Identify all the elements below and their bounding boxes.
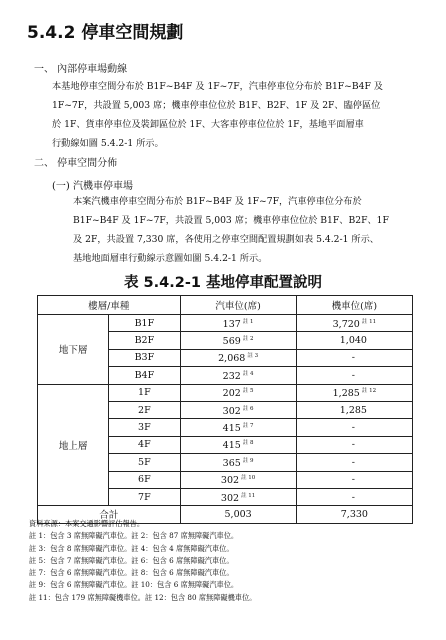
car-cell-value: 415 (222, 423, 241, 435)
section1-paragraph (52, 77, 417, 153)
floor-cell: 1F (109, 384, 180, 401)
moto-cell-value: - (351, 369, 355, 381)
note-line: 註 7：包含 6 席無障礙汽車位。註 8：包含 6 席無障礙汽車位。 (29, 568, 234, 578)
paragraph-line: 行動線如圖 5.4.2-1 所示。 (52, 138, 164, 149)
car-cell (180, 349, 296, 366)
car-cell (180, 401, 296, 418)
paragraph-line: 於 1F、貨車停車位及裝卸區位於 1F、大客車停車位位於 1F，基地平面層車 (52, 119, 364, 130)
total-label: 合計 (38, 506, 181, 523)
floor-cell: 7F (109, 488, 180, 505)
floor-cell: B1F (109, 315, 180, 332)
moto-cell-value: 1,040 (339, 335, 367, 347)
paragraph-line: 本案汽機車停車空間分布於 B1F~B4F 及 1F~7F，汽車停車位分布於 (73, 196, 362, 207)
floor-cell: B4F (109, 367, 180, 384)
note-line: 資料來源：本案交通影響評估報告。 (29, 519, 145, 528)
paragraph-line: 本基地停車空間分布於 B1F~B4F 及 1F~7F，汽車停車位分布於 B1F~B4F 及 (52, 81, 383, 92)
group-label: 地上層 (38, 384, 109, 506)
moto-cell (296, 436, 412, 453)
car-cell (180, 454, 296, 471)
table-title: 表 5.4.2-1 基地停車配置說明 (124, 275, 322, 291)
car-cell-note: 註 6 (242, 405, 254, 412)
car-cell-note: 註 4 (242, 370, 254, 377)
car-cell-value: 415 (222, 440, 241, 452)
moto-cell-value: - (351, 474, 355, 486)
moto-cell (296, 471, 412, 488)
section1-title: 一、 內部停車場動線 (34, 64, 128, 75)
section-heading: 5.4.2 停車空間規劃 (27, 23, 184, 43)
car-cell (180, 367, 296, 384)
floor-cell: 3F (109, 419, 180, 436)
car-cell (180, 384, 296, 401)
floor-cell: B3F (109, 349, 180, 366)
paragraph-line: 基地地面層車行動線示意圖如圖 5.4.2-1 所示。 (73, 253, 268, 264)
car-cell (180, 471, 296, 488)
moto-cell (296, 349, 412, 366)
header-car: 汽車位(席) (180, 296, 296, 315)
moto-cell-value: - (351, 456, 355, 468)
moto-cell (296, 367, 412, 384)
car-cell-note: 註 11 (241, 492, 256, 499)
moto-cell-note: 註 11 (361, 318, 377, 325)
note-line: 註 9：包含 6 席無障礙汽車位。註 10：包含 6 席無障礙汽車位。 (29, 580, 239, 590)
car-cell-note: 註 1 (242, 318, 254, 325)
moto-cell-value: - (351, 439, 355, 451)
table-row (38, 315, 413, 332)
moto-cell-value: - (351, 422, 355, 434)
moto-cell-value: - (351, 491, 355, 503)
car-cell-note: 註 5 (242, 388, 254, 395)
parking-table (37, 295, 413, 524)
car-cell-value: 232 (222, 370, 241, 382)
moto-cell-note: 註 12 (361, 388, 377, 395)
section2-paragraph (73, 192, 418, 268)
paragraph-line: B1F~B4F 及 1F~7F，共設置 5,003 席；機車停車位位於 B1F、B2F、1F (73, 215, 389, 226)
table-header-row (38, 296, 413, 315)
car-cell (180, 488, 296, 505)
car-cell-note: 註 7 (242, 422, 254, 429)
floor-cell: 6F (109, 471, 180, 488)
car-cell-value: 302 (220, 492, 240, 504)
car-cell (180, 436, 296, 453)
table-row (38, 384, 413, 401)
car-cell-value: 302 (220, 475, 240, 487)
car-cell (180, 332, 296, 349)
header-floor-type: 樓層/車種 (38, 296, 181, 315)
car-cell-value: 202 (222, 388, 241, 400)
car-cell-note: 註 10 (241, 475, 256, 482)
car-cell-note: 註 8 (242, 440, 254, 447)
car-cell-value: 365 (222, 457, 241, 469)
note-line: 註 3：包含 8 席無障礙汽車位。註 4：包含 4 席無障礙汽車位。 (29, 543, 234, 553)
moto-cell (296, 384, 412, 401)
total-moto: 7,330 (296, 506, 412, 523)
moto-cell-value: - (351, 352, 355, 364)
floor-cell: B2F (109, 332, 180, 349)
note-line: 註 5：包含 7 席無障礙汽車位。註 6：包含 6 席無障礙汽車位。 (29, 555, 234, 565)
car-cell (180, 315, 296, 332)
table-notes (29, 518, 256, 604)
moto-cell-value: 1,285 (339, 404, 367, 416)
floor-cell: 5F (109, 454, 180, 471)
section2-subtitle: (一) 汽機車停車場 (52, 181, 133, 192)
moto-cell-value: 3,720 (332, 318, 360, 330)
header-moto: 機車位(席) (296, 296, 412, 315)
moto-cell (296, 401, 412, 418)
car-cell-note: 註 9 (242, 457, 254, 464)
floor-cell: 2F (109, 401, 180, 418)
moto-cell-value: 1,285 (332, 388, 360, 400)
moto-cell (296, 454, 412, 471)
moto-cell (296, 419, 412, 436)
moto-cell (296, 332, 412, 349)
car-cell-note: 註 3 (247, 353, 259, 360)
paragraph-line: 1F~7F，共設置 5,003 席；機車停車位位於 B1F、B2F、1F 及 2F、臨停區位 (52, 100, 381, 111)
car-cell (180, 419, 296, 436)
paragraph-line: 及 2F，共設置 7,330 席，各使用之停車空間配置規劃如表 5.4.2-1 所示、 (73, 234, 379, 245)
car-cell-value: 2,068 (218, 353, 246, 365)
moto-cell (296, 488, 412, 505)
total-car: 5,003 (180, 506, 296, 523)
floor-cell: 4F (109, 436, 180, 453)
car-cell-value: 302 (222, 405, 241, 417)
note-line: 註 11：包含 179 席無障礙機車位。註 12：包含 80 席無障礙機車位。 (29, 592, 257, 602)
moto-cell (296, 315, 412, 332)
car-cell-value: 137 (222, 318, 241, 330)
note-line: 註 1：包含 3 席無障礙汽車位。註 2：包含 87 席無障礙汽車位。 (29, 531, 239, 541)
section2-title: 二、 停車空間分佈 (34, 158, 118, 169)
group-label: 地下層 (38, 315, 109, 385)
car-cell-note: 註 2 (242, 336, 254, 342)
car-cell-value: 569 (222, 336, 241, 348)
